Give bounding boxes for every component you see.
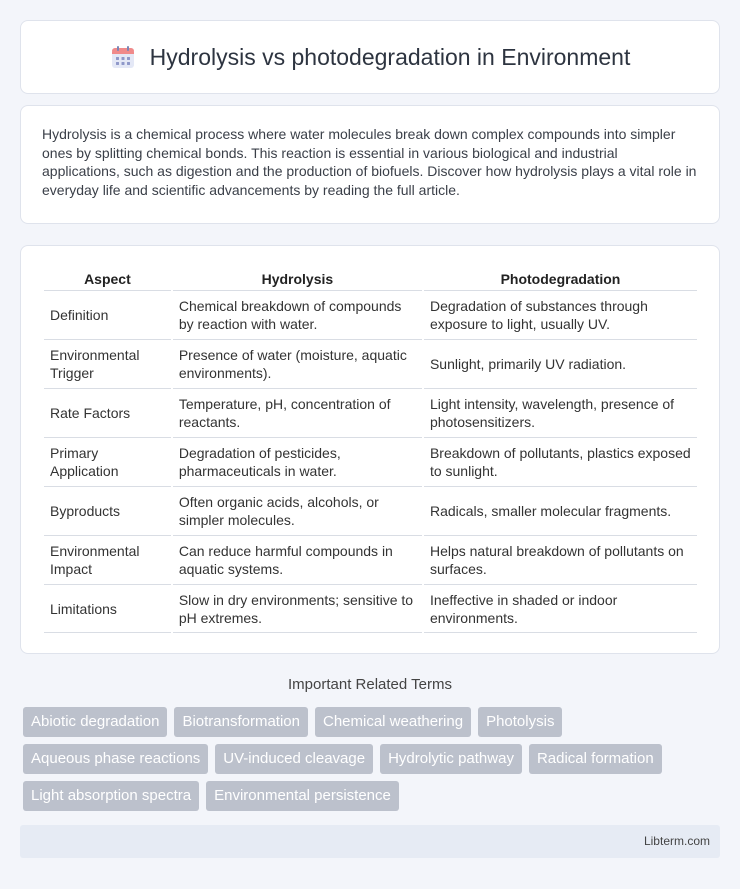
- row-hydrolysis: Can reduce harmful compounds in aquatic systems.: [173, 535, 422, 584]
- row-aspect: Environmental Trigger: [44, 339, 171, 388]
- tag-aqueous-phase-reactions[interactable]: Aqueous phase reactions: [23, 744, 208, 774]
- table-row: [44, 339, 697, 388]
- table-header-row: [44, 266, 697, 290]
- row-hydrolysis: Presence of water (moisture, aquatic environments).: [173, 339, 422, 388]
- row-hydrolysis: Chemical breakdown of compounds by reaction with water.: [173, 290, 422, 339]
- row-aspect: Limitations: [44, 584, 171, 633]
- row-photodegradation: Sunlight, primarily UV radiation.: [424, 339, 697, 388]
- tag-row: [23, 744, 723, 774]
- footer-site-link[interactable]: Libterm.com: [643, 834, 710, 848]
- tag-light-absorption-spectra[interactable]: Light absorption spectra: [23, 781, 199, 811]
- row-photodegradation: Degradation of substances through exposure to light, usually UV.: [424, 290, 697, 339]
- row-hydrolysis: Slow in dry environments; sensitive to pH extremes.: [173, 584, 422, 633]
- table-row: [44, 486, 697, 535]
- row-photodegradation: Light intensity, wavelength, presence of photosensitizers.: [424, 388, 697, 437]
- tag-hydrolytic-pathway[interactable]: Hydrolytic pathway: [380, 744, 522, 774]
- tag-chemical-weathering[interactable]: Chemical weathering: [315, 707, 471, 737]
- tag-abiotic-degradation[interactable]: Abiotic degradation: [23, 707, 167, 737]
- related-terms-title: Important Related Terms: [288, 676, 452, 693]
- table-row: [44, 437, 697, 486]
- tag-environmental-persistence[interactable]: Environmental persistence: [206, 781, 399, 811]
- comparison-table: [42, 266, 699, 633]
- row-photodegradation: Radicals, smaller molecular fragments.: [424, 486, 697, 535]
- row-aspect: Primary Application: [44, 437, 171, 486]
- table-row: [44, 535, 697, 584]
- calendar-icon: [110, 44, 136, 70]
- row-aspect: Rate Factors: [44, 388, 171, 437]
- column-header-aspect: Aspect: [84, 271, 131, 287]
- page-title: Hydrolysis vs photodegradation in Environment: [149, 43, 631, 70]
- tag-biotransformation[interactable]: Biotransformation: [174, 707, 308, 737]
- row-hydrolysis: Degradation of pesticides, pharmaceuticals in water.: [173, 437, 422, 486]
- intro-card: [20, 105, 720, 224]
- intro-text: Hydrolysis is a chemical process where water molecules break down complex compounds into simpler ones by splitting chemical bonds. This reaction is essential in various biological and industrial applications, such as digestion and the production of biofuels. Discover how hydrolysis plays a vital role in everyday life and scientific advancements by reading the full article.: [42, 126, 697, 198]
- row-aspect: Definition: [44, 290, 171, 339]
- header-card: [20, 20, 720, 94]
- related-terms-list: [23, 707, 723, 818]
- tag-row: [23, 781, 723, 811]
- column-header-hydrolysis: Hydrolysis: [261, 271, 334, 287]
- row-photodegradation: Ineffective in shaded or indoor environments.: [424, 584, 697, 633]
- table-row: [44, 290, 697, 339]
- tag-radical-formation[interactable]: Radical formation: [529, 744, 662, 774]
- tag-photolysis[interactable]: Photolysis: [478, 707, 562, 737]
- table-row: [44, 584, 697, 633]
- table-row: [44, 388, 697, 437]
- column-header-photodegradation: Photodegradation: [500, 271, 621, 287]
- comparison-card: [20, 245, 720, 654]
- row-aspect: Environmental Impact: [44, 535, 171, 584]
- tag-row: [23, 707, 723, 737]
- title-wrap: [110, 44, 631, 71]
- footer: [20, 825, 720, 858]
- row-hydrolysis: Often organic acids, alcohols, or simpler molecules.: [173, 486, 422, 535]
- row-hydrolysis: Temperature, pH, concentration of reactants.: [173, 388, 422, 437]
- row-aspect: Byproducts: [44, 486, 171, 535]
- tag-uv-induced-cleavage[interactable]: UV-induced cleavage: [215, 744, 373, 774]
- row-photodegradation: Helps natural breakdown of pollutants on surfaces.: [424, 535, 697, 584]
- row-photodegradation: Breakdown of pollutants, plastics exposed to sunlight.: [424, 437, 697, 486]
